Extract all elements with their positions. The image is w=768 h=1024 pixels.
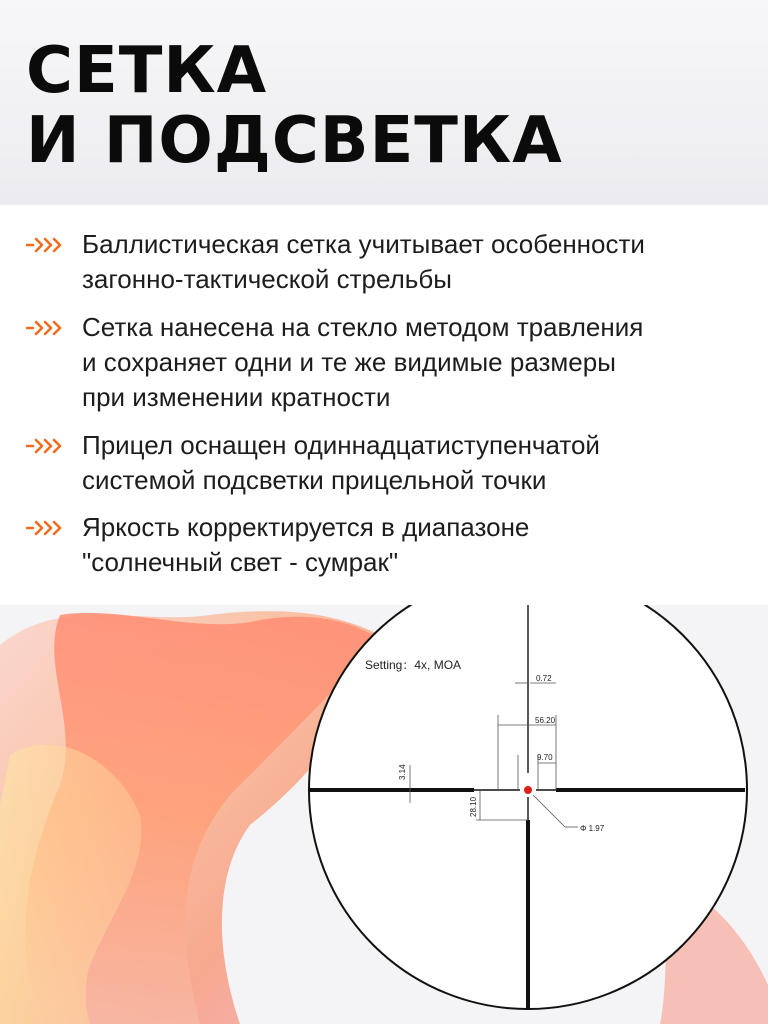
feature-line: загонно-тактической стрельбы: [82, 264, 452, 294]
triple-chevron-arrow-icon: [26, 236, 66, 254]
feature-text: [82, 310, 742, 415]
feature-line: системой подсветки прицельной точки: [82, 465, 547, 495]
red-center-dot: [524, 786, 532, 794]
feature-line: "солнечный свет - сумрак": [82, 547, 399, 577]
feature-line: и сохраняет одни и те же видимые размеры: [82, 347, 616, 377]
dimension-label: 28.10: [469, 796, 478, 817]
feature-line: Сетка нанесена на стекло методом травления: [82, 312, 644, 342]
feature-text: [82, 428, 742, 498]
header: [0, 0, 768, 205]
feature-line: при изменении кратности: [82, 382, 391, 412]
feature-line: Баллистическая сетка учитывает особенности: [82, 229, 645, 259]
features-list: [0, 205, 768, 605]
dimension-label: Φ 1.97: [580, 824, 605, 833]
feature-text: [82, 227, 742, 297]
dimension-label: 0.72: [536, 674, 552, 683]
feature-line: Яркость корректируется в диапазоне: [82, 512, 530, 542]
triple-chevron-arrow-icon: [26, 437, 66, 455]
dimension-label: 9.70: [537, 753, 553, 762]
reticle-setting-label: Setting：4x, MOA: [365, 658, 462, 672]
triple-chevron-arrow-icon: [26, 519, 66, 537]
feature-line: Прицел оснащен одиннадцатиступенчатой: [82, 430, 600, 460]
bottom-section: [0, 605, 768, 1024]
title-line-1: СЕТКА: [26, 34, 268, 108]
reticle-diagram: [0, 605, 768, 1024]
feature-text: [82, 510, 742, 580]
page-title: [26, 36, 563, 176]
triple-chevron-arrow-icon: [26, 319, 66, 337]
title-line-2: И ПОДСВЕТКА: [26, 104, 563, 178]
dimension-label: 56.20: [535, 716, 556, 725]
dimension-label: 3.14: [398, 764, 407, 780]
